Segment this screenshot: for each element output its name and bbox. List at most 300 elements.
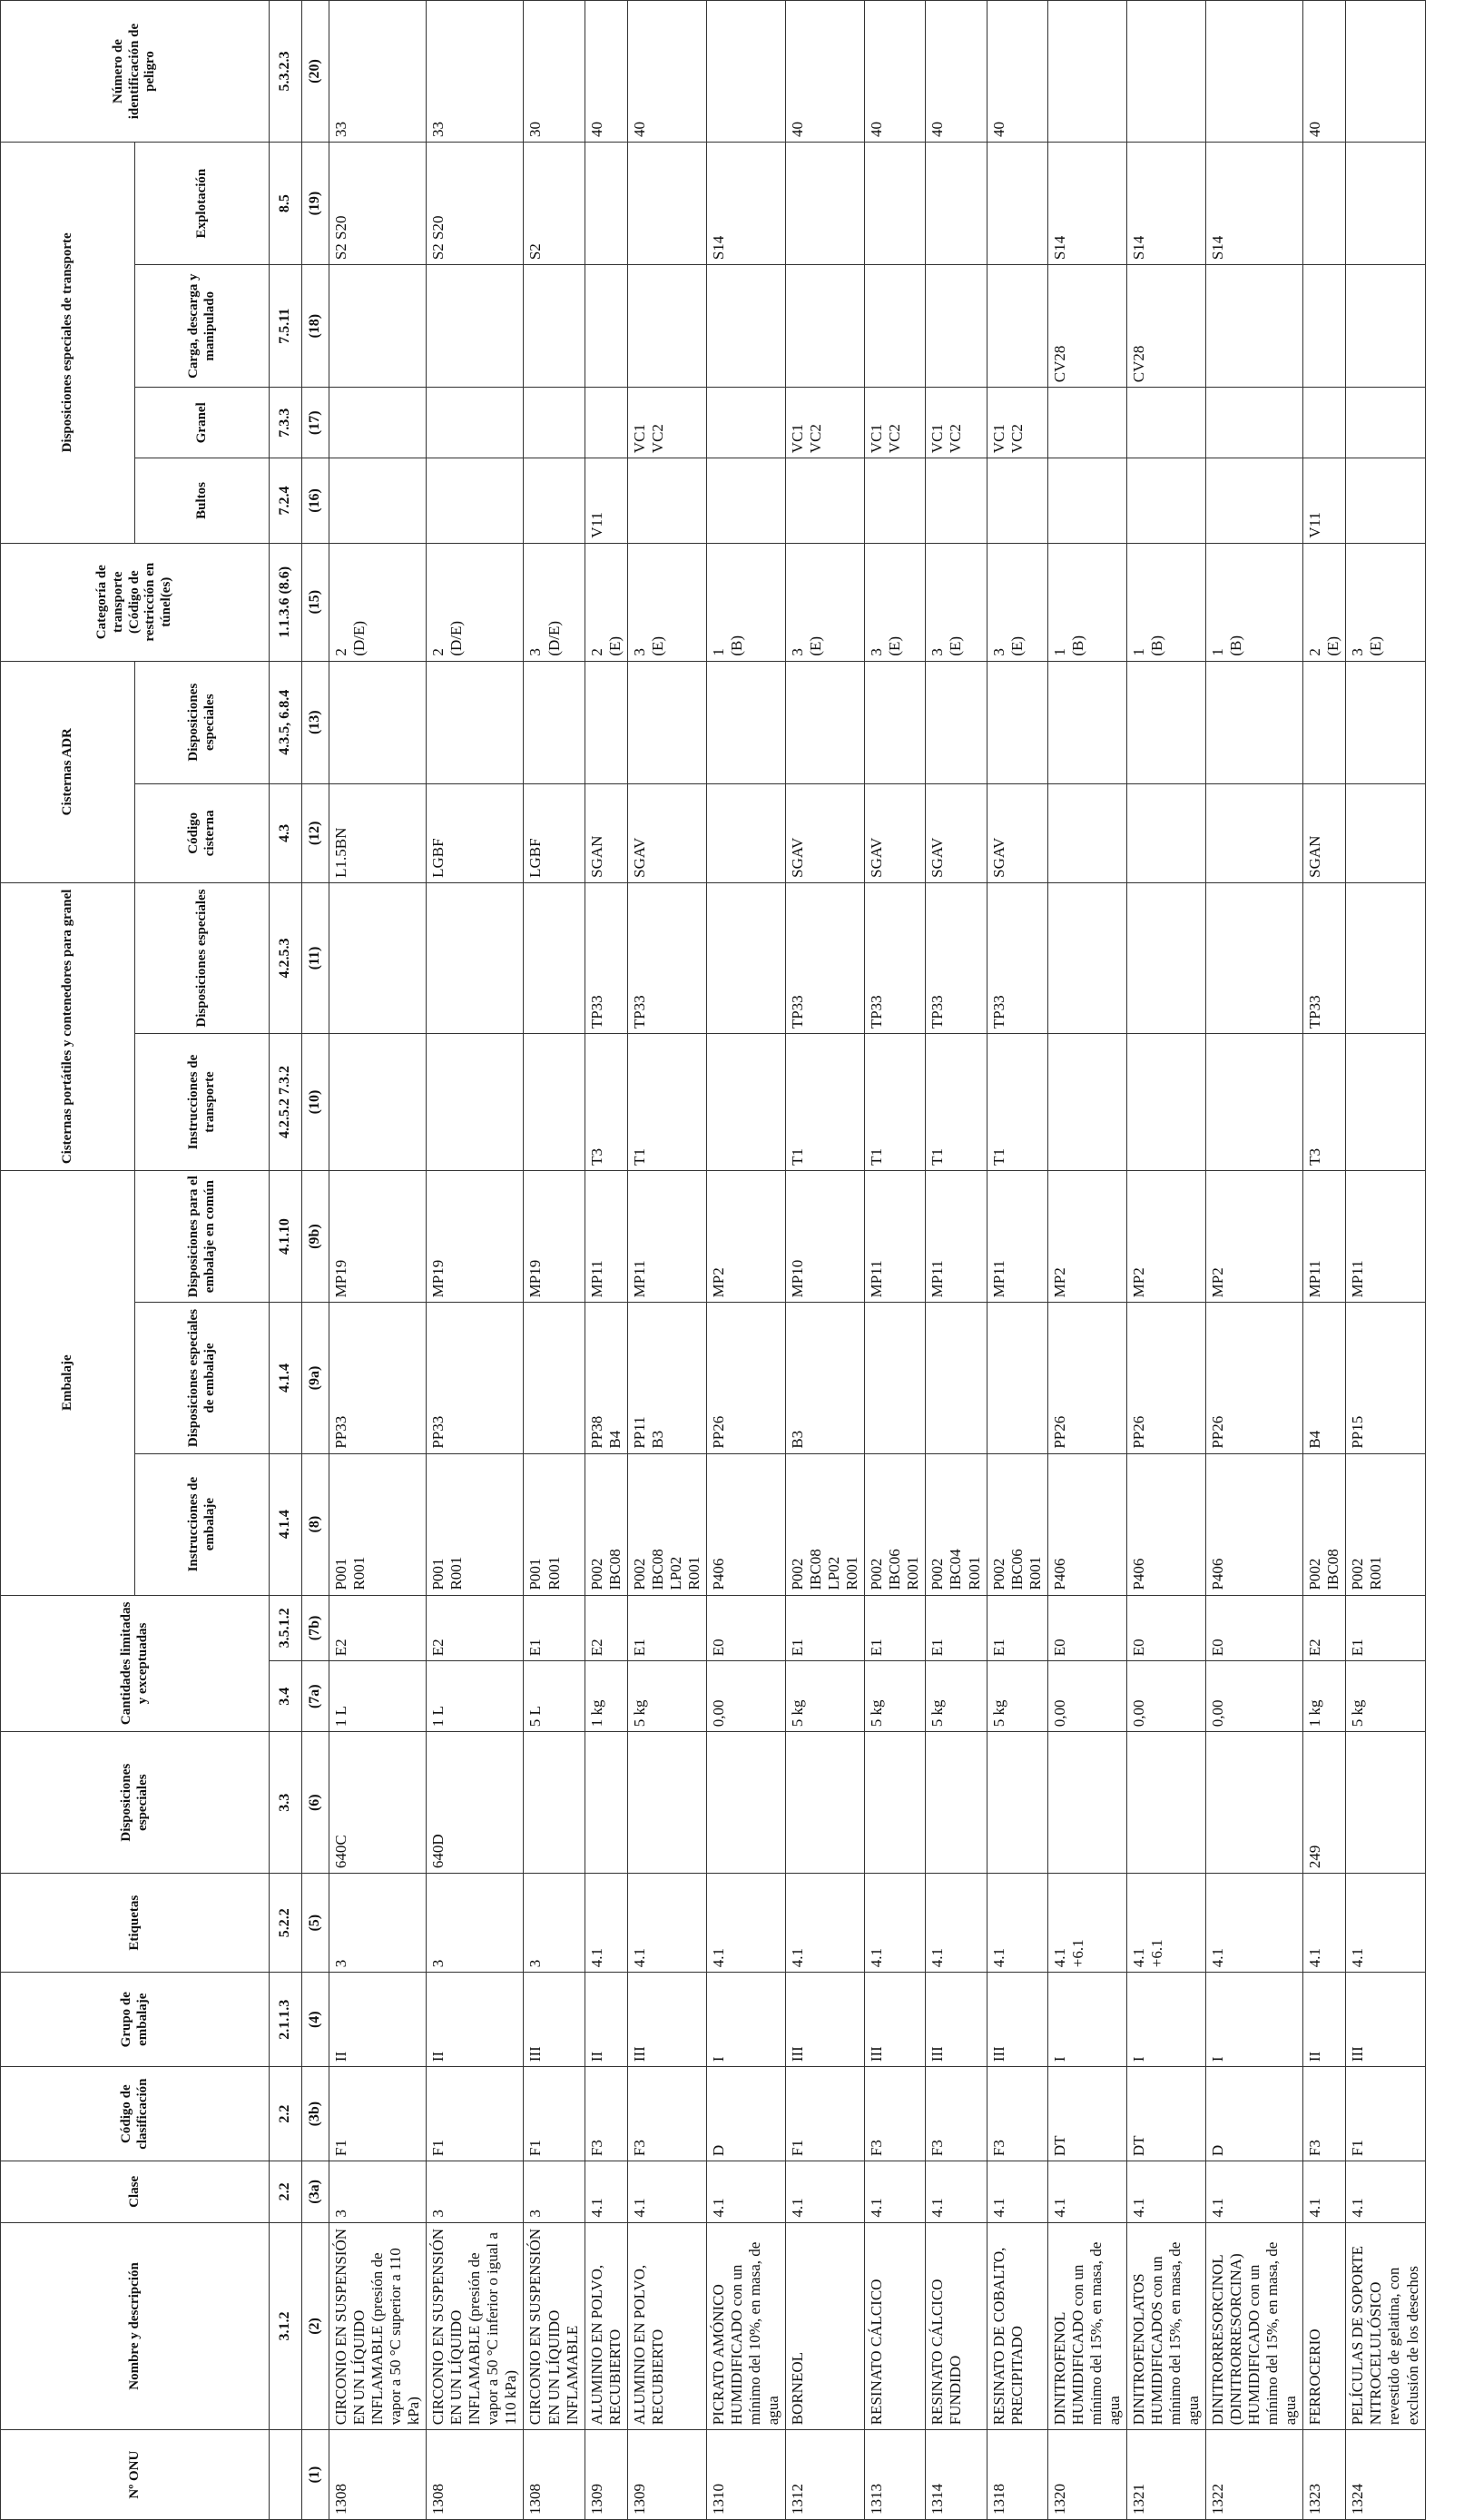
transport-category-cell: 1 (B)	[1047, 543, 1126, 661]
operation-cell	[987, 143, 1047, 265]
packing-group-cell: III	[524, 1973, 585, 2067]
name-cell: CIRCONIO EN SUSPENSIÓN EN UN LÍQUIDO INFLAMABLE (presión de vapor a 50 °C inferior o igual a 110 kPa)	[427, 2222, 524, 2430]
adr-tank-special-cell	[1126, 661, 1205, 783]
packing-group-cell: I	[1206, 1973, 1303, 2067]
table-row	[1346, 1, 1425, 2520]
name-cell: PELÍCULAS DE SOPORTE NITROCELULÓSICO revestido de gelatina, con exclusión de los desechos	[1346, 2222, 1425, 2430]
reference-cell: 3.4	[270, 1661, 302, 1732]
special-packing-cell: PP26	[1126, 1303, 1205, 1453]
hazard-id-cell: 40	[585, 1, 627, 143]
special-packing-cell: B4	[1303, 1303, 1346, 1453]
special-packing-cell: PP33	[427, 1303, 524, 1453]
header-special-packing-provisions: Disposiciones especiales de embalaje	[135, 1303, 270, 1453]
reference-cell: 4.3.5, 6.8.4	[270, 661, 302, 783]
special-packing-cell: PP15	[1346, 1303, 1425, 1453]
tank-instructions-cell: T3	[1303, 1034, 1346, 1171]
tank-instructions-cell	[1126, 1034, 1205, 1171]
reference-cell: 7.3.3	[270, 388, 302, 458]
column-number-cell: (17)	[302, 388, 329, 458]
un-number-cell: 1323	[1303, 2430, 1346, 2520]
special-provisions-cell	[706, 1732, 785, 1874]
packing-group-cell: III	[926, 1973, 987, 2067]
table-row	[585, 1, 627, 2520]
loading-cell	[1303, 265, 1346, 388]
labels-cell: 4.1	[706, 1874, 785, 1973]
transport-category-cell: 1 (B)	[1206, 543, 1303, 661]
tank-instructions-cell	[1346, 1034, 1425, 1171]
class-cell: 4.1	[1346, 2161, 1425, 2223]
classification-code-cell: F3	[585, 2067, 627, 2161]
packing-instructions-cell: P002 IBC06 R001	[865, 1453, 926, 1595]
limited-quantity-cell: 0,00	[1047, 1661, 1126, 1732]
loading-cell	[706, 265, 785, 388]
tank-special-cell: TP33	[865, 882, 926, 1033]
transport-category-cell: 2 (D/E)	[329, 543, 427, 661]
loading-cell: CV28	[1126, 265, 1205, 388]
excepted-quantity-cell: E2	[585, 1595, 627, 1661]
column-number-cell: (10)	[302, 1034, 329, 1171]
reference-cell: 3.3	[270, 1732, 302, 1874]
class-cell: 4.1	[1206, 2161, 1303, 2223]
tank-instructions-cell	[524, 1034, 585, 1171]
packages-cell	[524, 458, 585, 544]
bulk-cell: VC1 VC2	[627, 388, 706, 458]
transport-category-cell: 2 (E)	[1303, 543, 1346, 661]
class-cell: 4.1	[987, 2161, 1047, 2223]
hazard-id-cell	[1206, 1, 1303, 143]
column-number-cell: (20)	[302, 1, 329, 143]
tank-code-cell	[1346, 783, 1425, 882]
mixed-packing-cell: MP2	[1047, 1170, 1126, 1303]
special-packing-cell: PP26	[706, 1303, 785, 1453]
packing-instructions-cell: P001 R001	[329, 1453, 427, 1595]
header-portable-tanks: Cisternas portátiles y contenedores para granel	[1, 882, 135, 1170]
header-adr-tanks: Cisternas ADR	[1, 661, 135, 882]
transport-category-cell: 3 (E)	[1346, 543, 1425, 661]
transport-category-cell: 2 (E)	[585, 543, 627, 661]
header-special-transport: Disposiciones especiales de transporte	[1, 143, 135, 544]
limited-quantity-cell: 5 kg	[926, 1661, 987, 1732]
classification-code-cell: F3	[1303, 2067, 1346, 2161]
adr-tank-special-cell	[1047, 661, 1126, 783]
operation-cell: S2	[524, 143, 585, 265]
classification-code-cell: DT	[1126, 2067, 1205, 2161]
bulk-cell	[427, 388, 524, 458]
hazard-id-cell	[1346, 1, 1425, 143]
limited-quantity-cell: 5 kg	[1346, 1661, 1425, 1732]
column-number-cell: (13)	[302, 661, 329, 783]
operation-cell	[786, 143, 865, 265]
adr-tank-special-cell	[427, 661, 524, 783]
class-cell: 4.1	[1047, 2161, 1126, 2223]
class-cell: 4.1	[627, 2161, 706, 2223]
header-un-number: Nº ONU	[1, 2430, 270, 2520]
table-row	[865, 1, 926, 2520]
transport-category-cell: 1 (B)	[706, 543, 785, 661]
name-cell: BORNEOL	[786, 2222, 865, 2430]
mixed-packing-cell: MP11	[627, 1170, 706, 1303]
tank-code-cell	[1206, 783, 1303, 882]
hazard-id-cell: 40	[627, 1, 706, 143]
name-cell: RESINATO DE COBALTO, PRECIPITADO	[987, 2222, 1047, 2430]
table-row	[987, 1, 1047, 2520]
labels-cell: 4.1 +6.1	[1126, 1874, 1205, 1973]
tank-special-cell: TP33	[786, 882, 865, 1033]
tank-special-cell	[706, 882, 785, 1033]
packages-cell	[1047, 458, 1126, 544]
header-name: Nombre y descripción	[1, 2222, 270, 2430]
packing-group-cell: III	[865, 1973, 926, 2067]
un-number-cell: 1322	[1206, 2430, 1303, 2520]
operation-cell: S14	[1126, 143, 1205, 265]
hazard-id-cell: 40	[926, 1, 987, 143]
operation-cell: S2 S20	[329, 143, 427, 265]
excepted-quantity-cell: E1	[926, 1595, 987, 1661]
packing-instructions-cell: P002 IBC08	[585, 1453, 627, 1595]
header-tank-code: Código cisterna	[135, 783, 270, 882]
bulk-cell	[329, 388, 427, 458]
mixed-packing-cell: MP11	[585, 1170, 627, 1303]
header-loading: Carga, descarga y manipulado	[135, 265, 270, 388]
tank-code-cell	[1126, 783, 1205, 882]
special-provisions-cell: 640D	[427, 1732, 524, 1874]
reference-cell: 3.1.2	[270, 2222, 302, 2430]
limited-quantity-cell: 5 kg	[786, 1661, 865, 1732]
hazard-id-cell: 33	[427, 1, 524, 143]
excepted-quantity-cell: E2	[1303, 1595, 1346, 1661]
reference-cell: 8.5	[270, 143, 302, 265]
header-hazard-id: Número de identificación de peligro	[1, 1, 270, 143]
hazard-id-cell	[706, 1, 785, 143]
limited-quantity-cell: 5 kg	[627, 1661, 706, 1732]
packages-cell	[926, 458, 987, 544]
tank-instructions-cell: T1	[987, 1034, 1047, 1171]
packing-instructions-cell: P406	[1206, 1453, 1303, 1595]
column-number-cell: (7b)	[302, 1595, 329, 1661]
labels-cell: 4.1	[1303, 1874, 1346, 1973]
tank-special-cell	[1346, 882, 1425, 1033]
packing-instructions-cell: P002 IBC08	[1303, 1453, 1346, 1595]
class-cell: 3	[329, 2161, 427, 2223]
tank-special-cell	[329, 882, 427, 1033]
header-special-provisions: Disposiciones especiales	[1, 1732, 270, 1874]
classification-code-cell: F1	[524, 2067, 585, 2161]
special-packing-cell: PP38 B4	[585, 1303, 627, 1453]
loading-cell	[926, 265, 987, 388]
adr-tank-special-cell	[786, 661, 865, 783]
header-class: Clase	[1, 2161, 270, 2223]
packages-cell	[1206, 458, 1303, 544]
header-packages: Bultos	[135, 458, 270, 544]
bulk-cell	[1206, 388, 1303, 458]
special-packing-cell	[865, 1303, 926, 1453]
class-cell: 4.1	[706, 2161, 785, 2223]
special-provisions-cell	[926, 1732, 987, 1874]
bulk-cell: VC1 VC2	[786, 388, 865, 458]
excepted-quantity-cell: E1	[627, 1595, 706, 1661]
limited-quantity-cell: 1 L	[329, 1661, 427, 1732]
loading-cell: CV28	[1047, 265, 1126, 388]
tank-code-cell: SGAV	[987, 783, 1047, 882]
header-labels: Etiquetas	[1, 1874, 270, 1973]
loading-cell	[427, 265, 524, 388]
special-provisions-cell	[524, 1732, 585, 1874]
name-cell: DINITROFENOLATOS HUMIDIFICADOS con un mínimo del 15%, en masa, de agua	[1126, 2222, 1205, 2430]
table-row	[1303, 1, 1346, 2520]
packing-group-cell: II	[585, 1973, 627, 2067]
classification-code-cell: D	[706, 2067, 785, 2161]
tank-special-cell: TP33	[585, 882, 627, 1033]
reference-cell: 7.2.4	[270, 458, 302, 544]
excepted-quantity-cell: E1	[865, 1595, 926, 1661]
column-number-cell: (7a)	[302, 1661, 329, 1732]
hazard-id-cell: 40	[786, 1, 865, 143]
reference-cell: 2.2	[270, 2067, 302, 2161]
packing-instructions-cell: P406	[1126, 1453, 1205, 1595]
header-classification-code: Código de clasificación	[1, 2067, 270, 2161]
transport-category-cell: 3 (E)	[627, 543, 706, 661]
special-provisions-cell	[585, 1732, 627, 1874]
name-cell: DINITROFENOL HUMIDIFICADO con un mínimo del 15%, en masa, de agua	[1047, 2222, 1126, 2430]
name-cell: FERROCERIO	[1303, 2222, 1346, 2430]
adr-tank-special-cell	[585, 661, 627, 783]
classification-code-cell: F3	[865, 2067, 926, 2161]
special-packing-cell: PP26	[1047, 1303, 1126, 1453]
bulk-cell	[1126, 388, 1205, 458]
tank-instructions-cell	[427, 1034, 524, 1171]
packing-group-cell: I	[1047, 1973, 1126, 2067]
transport-category-cell: 3 (E)	[926, 543, 987, 661]
special-packing-cell	[926, 1303, 987, 1453]
labels-cell: 3	[329, 1874, 427, 1973]
reference-cell: 3.5.1.2	[270, 1595, 302, 1661]
header-transport-category: Categoría de transporte (Código de restricción en túnel(es)	[1, 543, 270, 661]
un-number-cell: 1314	[926, 2430, 987, 2520]
packing-instructions-cell: P002 IBC04 R001	[926, 1453, 987, 1595]
hazard-id-cell: 30	[524, 1, 585, 143]
tank-instructions-cell: T1	[865, 1034, 926, 1171]
table-row	[427, 1, 524, 2520]
class-cell: 4.1	[926, 2161, 987, 2223]
special-provisions-cell: 249	[1303, 1732, 1346, 1874]
class-cell: 3	[427, 2161, 524, 2223]
classification-code-cell: F3	[987, 2067, 1047, 2161]
packages-cell	[865, 458, 926, 544]
reference-row	[270, 1, 302, 2520]
adr-tank-special-cell	[987, 661, 1047, 783]
limited-quantity-cell: 1 kg	[1303, 1661, 1346, 1732]
header-tank-special-provisions: Disposiciones especiales	[135, 882, 270, 1033]
loading-cell	[585, 265, 627, 388]
table-row	[786, 1, 865, 2520]
packages-cell	[329, 458, 427, 544]
tank-special-cell: TP33	[627, 882, 706, 1033]
tank-special-cell: TP33	[1303, 882, 1346, 1033]
labels-cell: 4.1	[627, 1874, 706, 1973]
reference-cell: 7.5.11	[270, 265, 302, 388]
limited-quantity-cell: 5 kg	[865, 1661, 926, 1732]
limited-quantity-cell: 5 kg	[987, 1661, 1047, 1732]
limited-quantity-cell: 0,00	[1206, 1661, 1303, 1732]
table-row	[1126, 1, 1205, 2520]
packing-group-cell: II	[329, 1973, 427, 2067]
column-number-cell: (2)	[302, 2222, 329, 2430]
reference-cell: 4.2.5.2 7.3.2	[270, 1034, 302, 1171]
bulk-cell: VC1 VC2	[865, 388, 926, 458]
name-cell: CIRCONIO EN SUSPENSIÓN EN UN LÍQUIDO INFLAMABLE (presión de vapor a 50 °C superior a 110 kPa)	[329, 2222, 427, 2430]
labels-cell: 4.1	[987, 1874, 1047, 1973]
packages-cell	[1126, 458, 1205, 544]
name-cell: RESINATO CÁLCICO FUNDIDO	[926, 2222, 987, 2430]
table-row	[926, 1, 987, 2520]
limited-quantity-cell: 1 L	[427, 1661, 524, 1732]
labels-cell: 4.1	[585, 1874, 627, 1973]
transport-category-cell: 3 (E)	[786, 543, 865, 661]
bulk-cell	[1303, 388, 1346, 458]
tank-code-cell: SGAN	[585, 783, 627, 882]
excepted-quantity-cell: E2	[427, 1595, 524, 1661]
mixed-packing-cell: MP11	[1346, 1170, 1425, 1303]
transport-category-cell: 3 (D/E)	[524, 543, 585, 661]
name-cell: CIRCONIO EN SUSPENSIÓN EN UN LÍQUIDO INFLAMABLE	[524, 2222, 585, 2430]
table-row	[627, 1, 706, 2520]
un-number-cell: 1324	[1346, 2430, 1425, 2520]
packing-group-cell: III	[786, 1973, 865, 2067]
bulk-cell	[706, 388, 785, 458]
operation-cell: S14	[1047, 143, 1126, 265]
packing-group-cell: II	[427, 1973, 524, 2067]
excepted-quantity-cell: E1	[786, 1595, 865, 1661]
name-cell: ALUMINIO EN POLVO, RECUBIERTO	[585, 2222, 627, 2430]
adr-tank-special-cell	[627, 661, 706, 783]
column-number-cell: (16)	[302, 458, 329, 544]
loading-cell	[329, 265, 427, 388]
tank-special-cell	[524, 882, 585, 1033]
excepted-quantity-cell: E0	[1126, 1595, 1205, 1661]
loading-cell	[865, 265, 926, 388]
reference-cell: 4.1.4	[270, 1303, 302, 1453]
special-provisions-cell	[627, 1732, 706, 1874]
adr-tank-special-cell	[1346, 661, 1425, 783]
tank-instructions-cell: T3	[585, 1034, 627, 1171]
column-number-row	[302, 1, 329, 2520]
packing-instructions-cell: P001 R001	[427, 1453, 524, 1595]
mixed-packing-cell: MP10	[786, 1170, 865, 1303]
mixed-packing-cell: MP11	[1303, 1170, 1346, 1303]
tank-code-cell: SGAN	[1303, 783, 1346, 882]
tank-instructions-cell	[1047, 1034, 1126, 1171]
tank-code-cell: LGBF	[427, 783, 524, 882]
packing-instructions-cell: P002 IBC08 LP02 R001	[627, 1453, 706, 1595]
packing-group-cell: III	[987, 1973, 1047, 2067]
transport-category-cell: 3 (E)	[865, 543, 926, 661]
transport-category-cell: 3 (E)	[987, 543, 1047, 661]
tank-instructions-cell: T1	[786, 1034, 865, 1171]
tank-instructions-cell: T1	[627, 1034, 706, 1171]
operation-cell: S14	[706, 143, 785, 265]
column-number-cell: (11)	[302, 882, 329, 1033]
tank-special-cell	[427, 882, 524, 1033]
packing-group-cell: I	[706, 1973, 785, 2067]
packing-group-cell: I	[1126, 1973, 1205, 2067]
un-number-cell: 1313	[865, 2430, 926, 2520]
name-cell: RESINATO CÁLCICO	[865, 2222, 926, 2430]
adr-tank-special-cell	[329, 661, 427, 783]
column-number-cell: (12)	[302, 783, 329, 882]
mixed-packing-cell: MP19	[524, 1170, 585, 1303]
name-cell: DINITRORRESORCINOL (DINITRORRESORCINA) HUMIDIFICADO con un mínimo del 15%, en masa, de agua	[1206, 2222, 1303, 2430]
special-provisions-cell	[1206, 1732, 1303, 1874]
class-cell: 4.1	[1126, 2161, 1205, 2223]
tank-special-cell: TP33	[987, 882, 1047, 1033]
packing-instructions-cell: P001 R001	[524, 1453, 585, 1595]
bulk-cell	[585, 388, 627, 458]
classification-code-cell: F3	[627, 2067, 706, 2161]
adr-tank-special-cell	[524, 661, 585, 783]
table-row	[1206, 1, 1303, 2520]
class-cell: 4.1	[585, 2161, 627, 2223]
tank-instructions-cell	[1206, 1034, 1303, 1171]
hazard-id-cell: 40	[987, 1, 1047, 143]
mixed-packing-cell: MP2	[1126, 1170, 1205, 1303]
un-number-cell: 1312	[786, 2430, 865, 2520]
mixed-packing-cell: MP19	[427, 1170, 524, 1303]
column-number-cell: (15)	[302, 543, 329, 661]
tank-code-cell: SGAV	[926, 783, 987, 882]
excepted-quantity-cell: E1	[987, 1595, 1047, 1661]
column-number-cell: (4)	[302, 1973, 329, 2067]
special-packing-cell: PP33	[329, 1303, 427, 1453]
packages-cell	[786, 458, 865, 544]
column-number-cell: (9a)	[302, 1303, 329, 1453]
mixed-packing-cell: MP2	[706, 1170, 785, 1303]
packages-cell	[1346, 458, 1425, 544]
hazard-id-cell: 40	[1303, 1, 1346, 143]
mixed-packing-cell: MP2	[1206, 1170, 1303, 1303]
un-number-cell: 1310	[706, 2430, 785, 2520]
reference-cell: 2.1.1.3	[270, 1973, 302, 2067]
header-packing-group: Grupo de embalaje	[1, 1973, 270, 2067]
special-provisions-cell	[987, 1732, 1047, 1874]
hazard-id-cell	[1047, 1, 1126, 143]
reference-cell: 5.2.2	[270, 1874, 302, 1973]
mixed-packing-cell: MP11	[926, 1170, 987, 1303]
limited-quantity-cell: 5 L	[524, 1661, 585, 1732]
name-cell: PICRATO AMÓNICO HUMIDIFICADO con un mínimo del 10%, en masa, de agua	[706, 2222, 785, 2430]
operation-cell	[585, 143, 627, 265]
table-row	[1047, 1, 1126, 2520]
header-mixed-packing: Disposiciones para el embalaje en común	[135, 1170, 270, 1303]
reference-cell: 4.2.5.3	[270, 882, 302, 1033]
excepted-quantity-cell: E1	[1346, 1595, 1425, 1661]
column-number-cell: (3a)	[302, 2161, 329, 2223]
column-number-cell: (18)	[302, 265, 329, 388]
header-bulk: Granel	[135, 388, 270, 458]
column-number-cell: (19)	[302, 143, 329, 265]
operation-cell	[1346, 143, 1425, 265]
labels-cell: 4.1	[926, 1874, 987, 1973]
classification-code-cell: F1	[786, 2067, 865, 2161]
tank-code-cell: SGAV	[627, 783, 706, 882]
packing-instructions-cell: P406	[1047, 1453, 1126, 1595]
special-provisions-cell	[786, 1732, 865, 1874]
column-number-cell: (1)	[302, 2430, 329, 2520]
classification-code-cell: D	[1206, 2067, 1303, 2161]
name-cell: ALUMINIO EN POLVO, RECUBIERTO	[627, 2222, 706, 2430]
class-cell: 4.1	[786, 2161, 865, 2223]
special-packing-cell	[524, 1303, 585, 1453]
hazard-id-cell: 40	[865, 1, 926, 143]
